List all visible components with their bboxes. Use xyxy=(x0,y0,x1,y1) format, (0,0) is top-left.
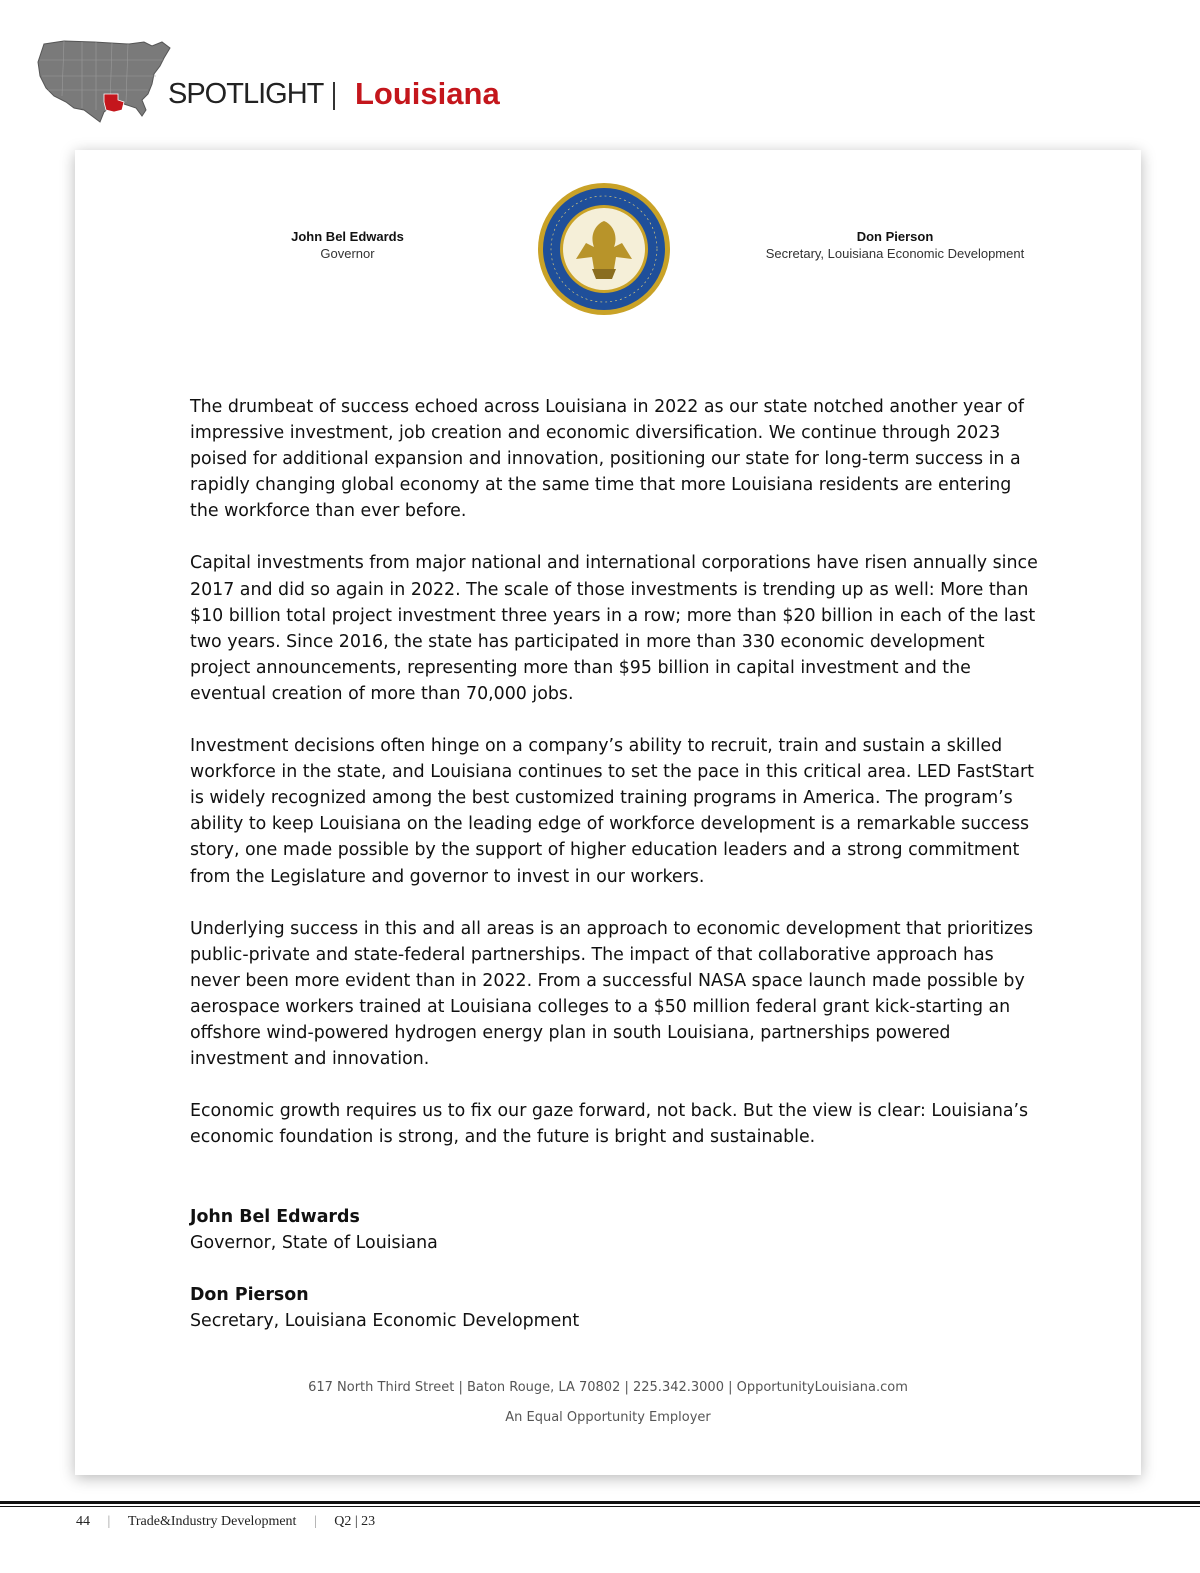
paragraph: The drumbeat of success echoed across Louisiana in 2022 as our state notched another year of impressive investment, job creation and economic diversification. We continue through 2023 poised for additional expansion and innovation, positioning our state for long-term success in a rapidly changing global economy at the same time that more Louisiana residents are entering the workforce than ever before. xyxy=(190,397,1024,522)
footer-rule-thin xyxy=(0,1506,1200,1507)
publication-name: Trade&Industry Development xyxy=(127,1514,297,1529)
letter-address: 617 North Third Street | Baton Rouge, LA 70802 | 225.342.3000 | OpportunityLouisiana.com xyxy=(308,1380,908,1395)
letterhead-left xyxy=(275,228,420,262)
paragraph: Underlying success in this and all areas is an approach to economic development that prioritizes public-private and state-federal partnerships. The impact of that collaborative approach has never been more evident than in 2022. From a successful NASA space launch made possible by aerospace workers trained at Louisiana colleges to a $50 million federal grant kick-starting an offshore wind-powered hydrogen energy plan in south Louisiana, partnerships powered investment and innovation. xyxy=(190,918,1034,1070)
letter-body xyxy=(190,394,1040,1176)
signoff-block xyxy=(190,1282,579,1334)
header-divider xyxy=(333,82,335,110)
signoff xyxy=(190,1204,579,1360)
usa-map-icon xyxy=(34,36,174,126)
footer-separator: | xyxy=(107,1514,111,1529)
state-name: Louisiana xyxy=(355,76,500,111)
paragraph: Economic growth requires us to fix our gaze forward, not back. But the view is clear: Louisiana’s economic foundation is strong, and the future is bright and sustainable. xyxy=(190,1101,1029,1148)
signoff-title: Secretary, Louisiana Economic Development xyxy=(190,1311,580,1331)
signoff-block xyxy=(190,1204,579,1256)
state-seal-icon xyxy=(536,181,672,317)
letterhead-left-name: John Bel Edwards xyxy=(291,229,404,244)
paragraph: Capital investments from major national and international corporations have risen annually since 2017 and did so again in 2022. The scale of those investments is trending up as well: More than $10 billion total project investment three years in a row; more than $20 billion in each of the last two years. Since 2016, the state has participated in more than 330 economic development project announcements, representing more than $95 billion in capital investment and the eventual creation of more than 70,000 jobs. xyxy=(190,553,1038,704)
letterhead-left-title: Governor xyxy=(320,246,375,261)
signoff-name: John Bel Edwards xyxy=(190,1207,360,1227)
issue-label: Q2 | 23 xyxy=(334,1514,376,1529)
letterhead-right xyxy=(755,228,1035,262)
footer-rule xyxy=(0,1501,1200,1504)
section-label: SPOTLIGHT xyxy=(168,78,324,110)
letterhead-right-name: Don Pierson xyxy=(856,229,934,244)
signoff-title: Governor, State of Louisiana xyxy=(190,1233,438,1253)
letter-card xyxy=(75,150,1141,1475)
letterhead-right-title: Secretary, Louisiana Economic Development xyxy=(765,246,1025,261)
paragraph: Investment decisions often hinge on a company’s ability to recruit, train and sustain a skilled workforce in the state, and Louisiana continues to set the pace in this critical area. LED FastStart is widely recognized among the best customized training programs in America. The program’s ability to keep Louisiana on the leading edge of workforce development is a remarkable success story, one made possible by the support of higher education leaders and a strong commitment from the Legislature and governor to invest in our workers. xyxy=(190,736,1034,887)
page-footer xyxy=(76,1514,375,1530)
equal-opportunity-note: An Equal Opportunity Employer xyxy=(505,1410,711,1425)
footer-separator: | xyxy=(313,1514,317,1529)
page-number: 44 xyxy=(76,1514,90,1529)
signoff-name: Don Pierson xyxy=(190,1285,309,1305)
